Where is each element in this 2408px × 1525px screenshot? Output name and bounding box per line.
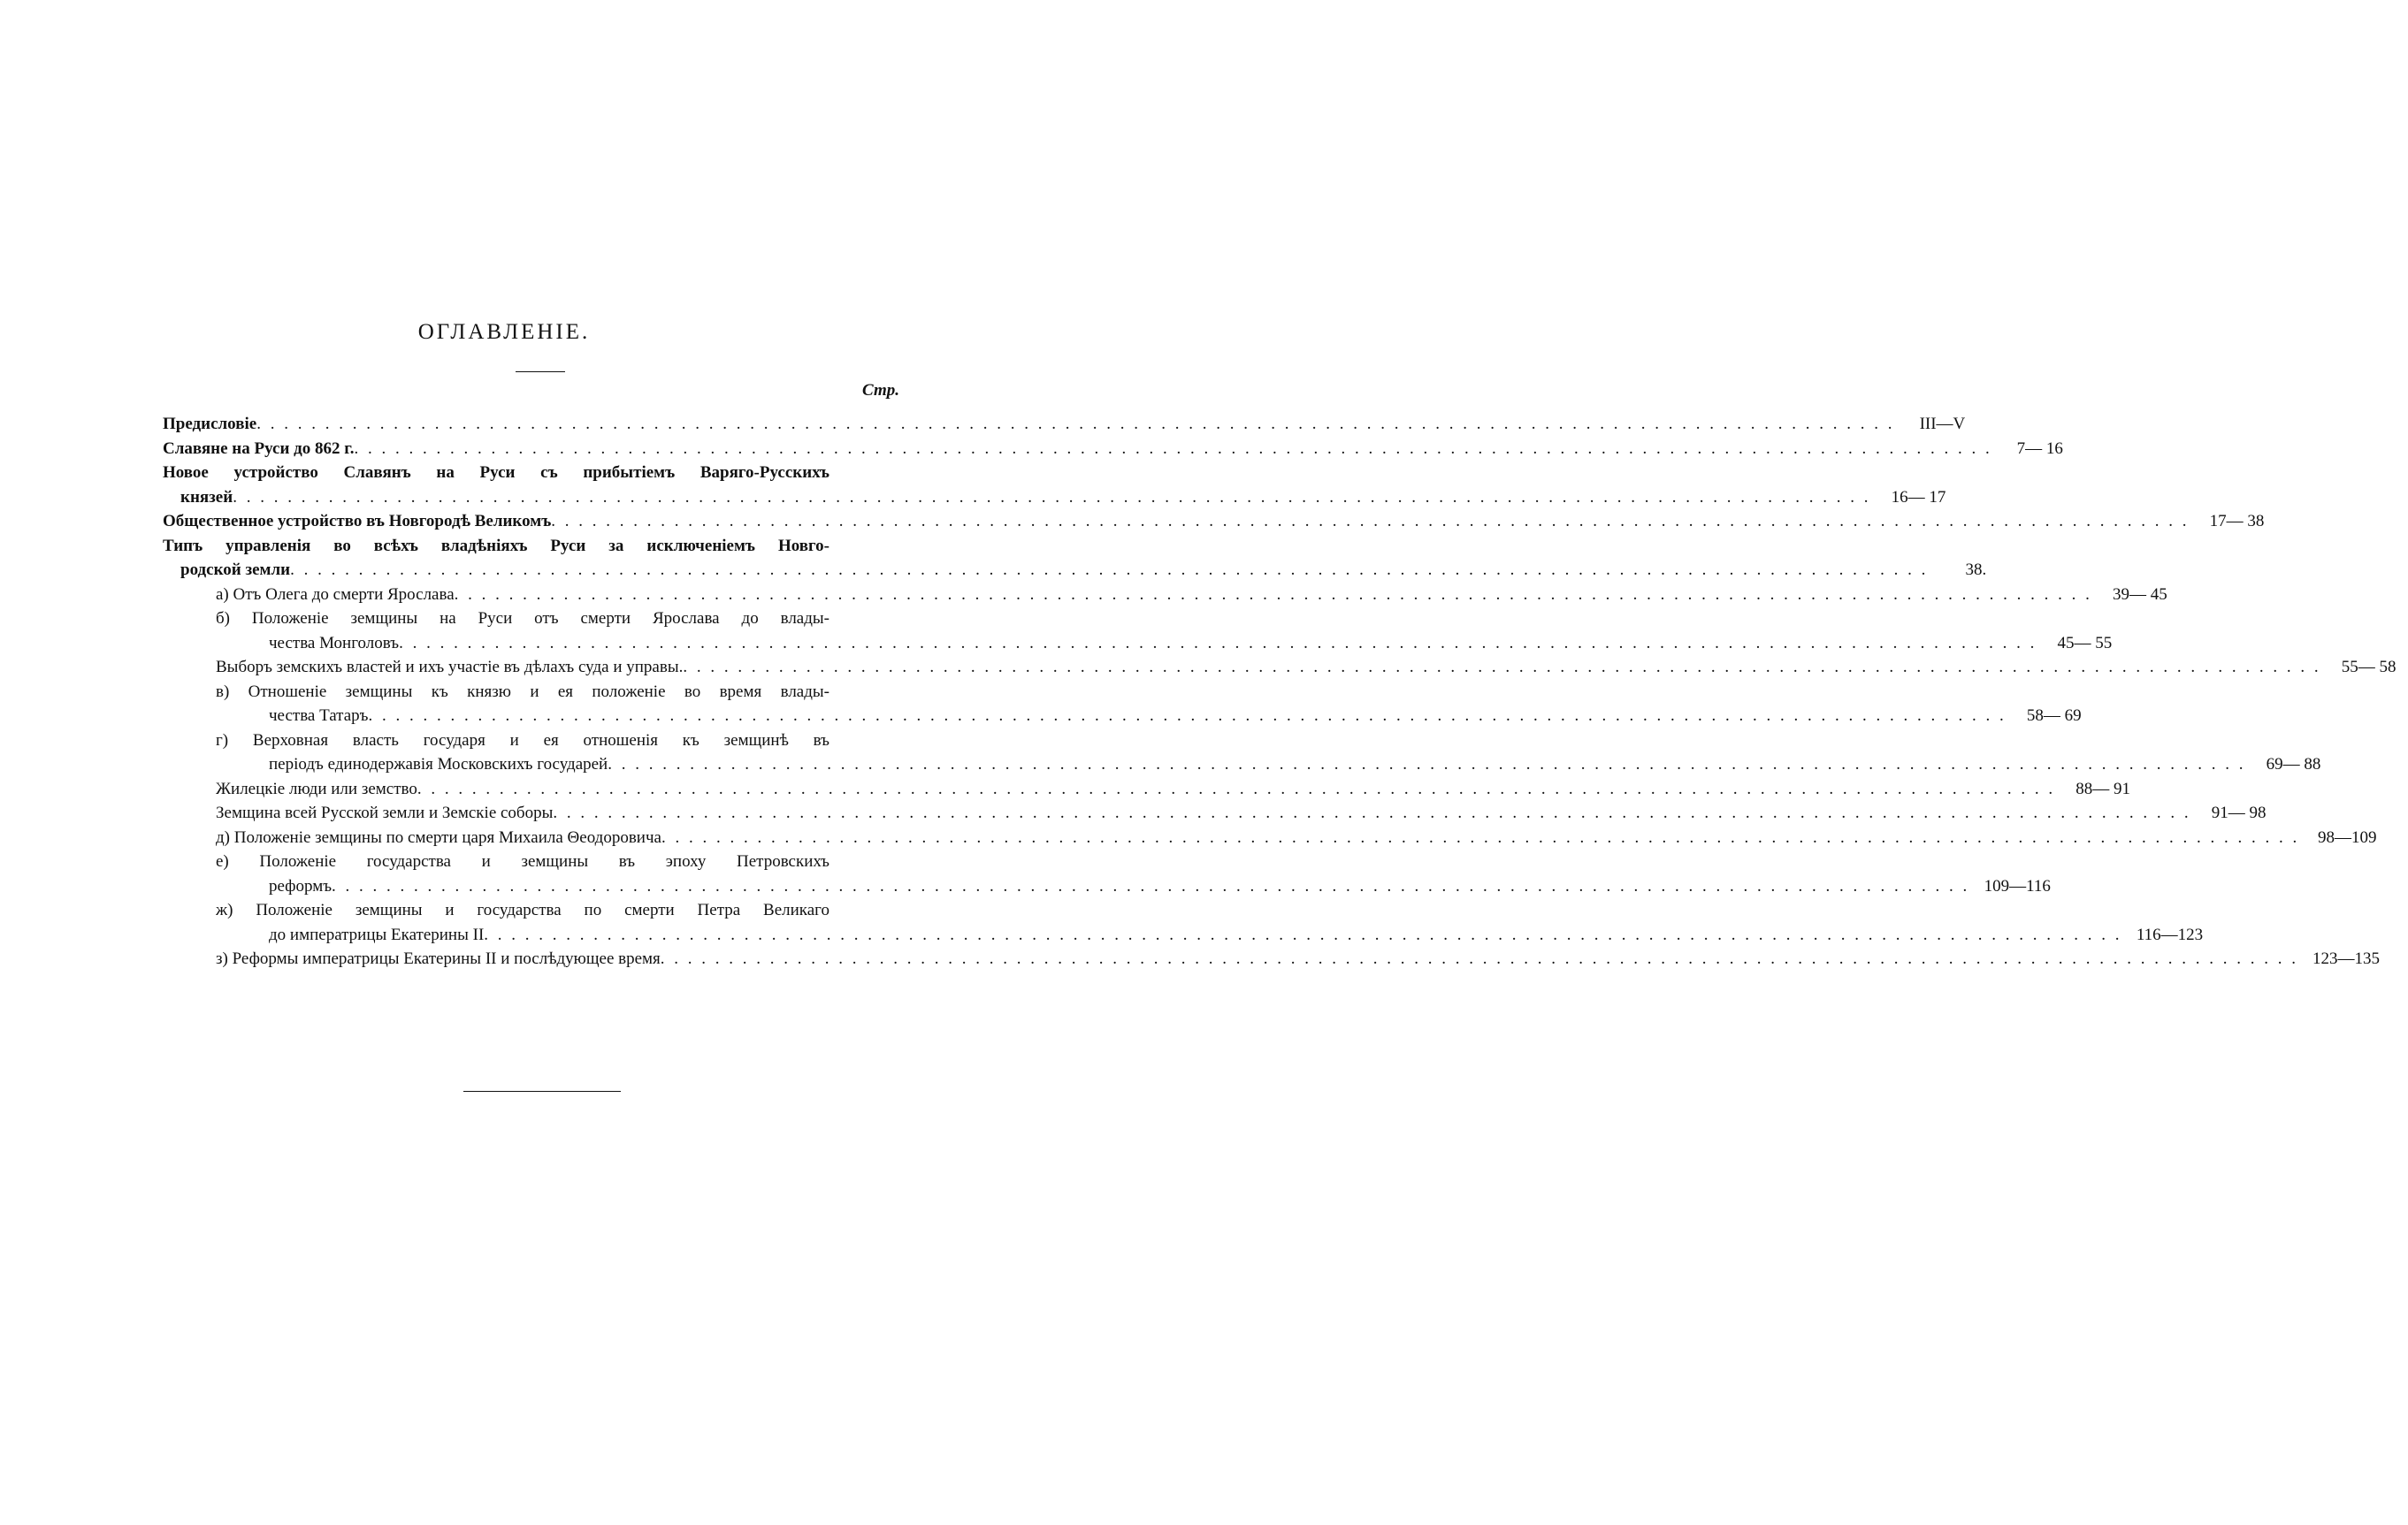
dot-leader: . . . . . . . . . . . . . . . . . . . . . . . . . . . . . . . . . . . . . . . . . . . . . . . . . . . . . . . . . . . . . . . . . . . . . . . . . . . . . . . . . . . . . . . . . . . . . . . . . . . . . . . . . . . . . . . . . . . . . . . .	[484, 925, 2122, 944]
dot-leader: . . . . . . . . . . . . . . . . . . . . . . . . . . . . . . . . . . . . . . . . . . . . . . . . . . . . . . . . . . . . . . . . . . . . . . . . . . . . . . . . . . . . . . . . . . . . . . . . . . . . . . . . . . . . . . . . . . . . . . . .	[368, 706, 2007, 725]
page-range: 17— 38	[2209, 512, 2265, 530]
toc-entry	[163, 850, 2051, 898]
toc-entry-title: князей	[180, 487, 233, 507]
dot-leader: . . . . . . . . . . . . . . . . . . . . . . . . . . . . . . . . . . . . . . . . . . . . . . . . . . . . . . . . . . . . . . . . . . . . . . . . . . . . . . . . . . . . . . . . . . . . . . . . . . . . . . . . . . . . . . . . . . . . . . . .	[660, 949, 2299, 968]
dot-leader: . . . . . . . . . . . . . . . . . . . . . . . . . . . . . . . . . . . . . . . . . . . . . . . . . . . . . . . . . . . . . . . . . . . . . . . . . . . . . . . . . . . . . . . . . . . . . . . . . . . . . . . . . . . . . . . . . . . . . . . .	[332, 876, 1970, 896]
page-range: 123—135	[2312, 949, 2381, 968]
toc-entry-title: реформъ	[269, 876, 333, 896]
toc-entry	[163, 728, 2321, 777]
dot-leader: . . . . . . . . . . . . . . . . . . . . . . . . . . . . . . . . . . . . . . . . . . . . . . . . . . . . . . . . . . . . . . . . . . . . . . . . . . . . . . . . . . . . . . . . . . . . . . . . . . . . . . . . . . . . . . . . . . . . . . . .	[551, 512, 2190, 530]
toc-entry	[163, 680, 2082, 728]
table-of-contents	[163, 412, 2397, 972]
toc-entry-title: періодъ единодержавія Московскихъ государей	[269, 755, 608, 774]
toc-entry-title: Общественное устройство въ Новгородѣ Великомъ	[163, 512, 552, 530]
dot-leader: . . . . . . . . . . . . . . . . . . . . . . . . . . . . . . . . . . . . . . . . . . . . . . . . . . . . . . . . . . . . . . . . . . . . . . . . . . . . . . . . . . . . . . . . . . . . . . . . . . . . . . . . . . . . . . . . . . . . . . . .	[661, 827, 2300, 847]
toc-entry	[163, 777, 2130, 802]
toc-entry	[163, 583, 2167, 607]
toc-entry-title: д) Положеніе земщины по смерти царя Михаила Θеодоровича	[216, 827, 661, 847]
dot-leader: . . . . . . . . . . . . . . . . . . . . . . . . . . . . . . . . . . . . . . . . . . . . . . . . . . . . . . . . . . . . . . . . . . . . . . . . . . . . . . . . . . . . . . . . . . . . . . . . . . . . . . . . . . . . . . . . . . . . . . . .	[417, 779, 2056, 798]
title-divider	[516, 371, 565, 372]
dot-leader: . . . . . . . . . . . . . . . . . . . . . . . . . . . . . . . . . . . . . . . . . . . . . . . . . . . . . . . . . . . . . . . . . . . . . . . . . . . . . . . . . . . . . . . . . . . . . . . . . . . . . . . . . . . . . . . . . . . . . . . .	[683, 658, 2321, 676]
dot-leader: . . . . . . . . . . . . . . . . . . . . . . . . . . . . . . . . . . . . . . . . . . . . . . . . . . . . . . . . . . . . . . . . . . . . . . . . . . . . . . . . . . . . . . . . . . . . . . . . . . . . . . . . . . . . . . . . . . . . . . . .	[553, 804, 2191, 822]
page-range: 7— 16	[2016, 438, 2063, 458]
toc-entry	[163, 437, 2063, 461]
toc-entry-title-line: е) Положеніе государства и земщины въ эпоху Петровскихъ	[216, 852, 829, 871]
dot-leader: . . . . . . . . . . . . . . . . . . . . . . . . . . . . . . . . . . . . . . . . . . . . . . . . . . . . . . . . . . . . . . . . . . . . . . . . . . . . . . . . . . . . . . . . . . . . . . . . . . . . . . . . . . . . . . . . . . . . . . . .	[354, 438, 1992, 458]
dot-leader: . . . . . . . . . . . . . . . . . . . . . . . . . . . . . . . . . . . . . . . . . . . . . . . . . . . . . . . . . . . . . . . . . . . . . . . . . . . . . . . . . . . . . . . . . . . . . . . . . . . . . . . . . . . . . . . . . . . . . . . .	[256, 415, 1895, 433]
dot-leader: . . . . . . . . . . . . . . . . . . . . . . . . . . . . . . . . . . . . . . . . . . . . . . . . . . . . . . . . . . . . . . . . . . . . . . . . . . . . . . . . . . . . . . . . . . . . . . . . . . . . . . . . . . . . . . . . . . . . . . . .	[290, 560, 1929, 579]
toc-entry-title-line: в) Отношеніе земщины къ князю и ея положеніе во время влады-	[216, 682, 829, 701]
page-range: 91— 98	[2211, 804, 2267, 822]
toc-entry	[163, 412, 1966, 437]
page-range: 16— 17	[1891, 487, 1946, 507]
dot-leader: . . . . . . . . . . . . . . . . . . . . . . . . . . . . . . . . . . . . . . . . . . . . . . . . . . . . . . . . . . . . . . . . . . . . . . . . . . . . . . . . . . . . . . . . . . . . . . . . . . . . . . . . . . . . . . . . . . . . . . . .	[454, 584, 2092, 604]
page-title: ОГЛАВЛЕНІЕ.	[417, 320, 591, 344]
page-range: 88— 91	[2075, 779, 2130, 798]
toc-entry-title-line: б) Положеніе земщины на Руси отъ смерти Ярослава до влады-	[216, 609, 829, 628]
toc-entry	[163, 826, 2377, 850]
toc-entry	[163, 534, 1987, 583]
page-range: 58— 69	[2026, 706, 2082, 725]
page-range: 55— 58	[2341, 658, 2397, 676]
dot-leader: . . . . . . . . . . . . . . . . . . . . . . . . . . . . . . . . . . . . . . . . . . . . . . . . . . . . . . . . . . . . . . . . . . . . . . . . . . . . . . . . . . . . . . . . . . . . . . . . . . . . . . . . . . . . . . . . . . . . . . . .	[399, 633, 2037, 652]
toc-entry-title: до императрицы Екатерины II	[269, 925, 485, 944]
toc-entry-title-line: Типъ управленія во всѣхъ владѣніяхъ Руси за исключеніемъ Новго-	[163, 536, 829, 555]
page-range: 98—109	[2317, 827, 2377, 847]
page-range: 116—123	[2136, 925, 2204, 944]
toc-entry	[163, 606, 2113, 655]
page-range: III—V	[1919, 415, 1966, 433]
toc-entry-title-line: Новое устройство Славянъ на Руси съ прибытіемъ Варяго-Русскихъ	[163, 463, 829, 482]
toc-entry	[163, 461, 1946, 509]
toc-entry-title: родской земли	[180, 560, 291, 579]
page-column-header: Стр.	[862, 381, 899, 400]
page-range: 39— 45	[2113, 584, 2167, 604]
toc-entry-title: Славяне на Руси до 862 г.	[163, 438, 355, 458]
dot-leader: . . . . . . . . . . . . . . . . . . . . . . . . . . . . . . . . . . . . . . . . . . . . . . . . . . . . . . . . . . . . . . . . . . . . . . . . . . . . . . . . . . . . . . . . . . . . . . . . . . . . . . . . . . . . . . . . . . . . . . . .	[233, 487, 1871, 507]
page-range: 38.	[1965, 560, 1987, 579]
toc-entry-title: Выборъ земскихъ властей и ихъ участіе въ дѣлахъ суда и управы.	[216, 658, 684, 676]
end-divider	[463, 1091, 621, 1092]
toc-entry	[163, 801, 2267, 826]
toc-entry	[163, 898, 2204, 947]
toc-entry	[163, 509, 2265, 534]
page-range: 69— 88	[2266, 755, 2321, 774]
toc-entry	[163, 947, 2381, 972]
toc-entry-title: чества Татаръ	[269, 706, 369, 725]
toc-entry-title: Земщина всей Русской земли и Земскіе соборы	[216, 804, 554, 822]
toc-entry	[163, 655, 2397, 680]
page-range: 109—116	[1984, 876, 2051, 896]
toc-entry-title-line: ж) Положеніе земщины и государства по смерти Петра Великаго	[216, 901, 829, 919]
toc-entry-title: а) Отъ Олега до смерти Ярослава	[216, 584, 455, 604]
dot-leader: . . . . . . . . . . . . . . . . . . . . . . . . . . . . . . . . . . . . . . . . . . . . . . . . . . . . . . . . . . . . . . . . . . . . . . . . . . . . . . . . . . . . . . . . . . . . . . . . . . . . . . . . . . . . . . . . . . . . . . . .	[608, 755, 2246, 774]
toc-entry-title-line: г) Верховная власть государя и ея отношенія къ земщинѣ въ	[216, 730, 829, 750]
toc-entry-title: з) Реформы императрицы Екатерины II и послѣдующее время	[216, 949, 661, 968]
page-range: 45— 55	[2057, 633, 2113, 652]
toc-entry-title: Жилецкіе люди или земство	[216, 779, 417, 798]
toc-entry-title: чества Монголовъ	[269, 633, 400, 652]
toc-entry-title: Предисловіе	[163, 415, 257, 433]
